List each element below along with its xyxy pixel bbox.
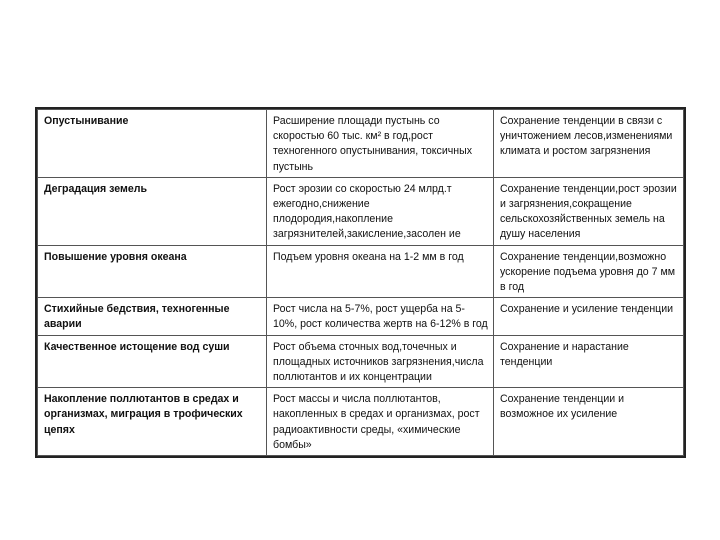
problem-cell: Опустынивание — [38, 110, 267, 178]
forecast-cell: Сохранение тенденции и возможное их усиление — [494, 388, 684, 456]
forecast-cell: Сохранение тенденции в связи с уничтожением лесов,изменениями климата и ростом загрязнения — [494, 110, 684, 178]
trends-table-frame — [35, 107, 686, 458]
current-state-cell: Подъем уровня океана на 1-2 мм в год — [267, 245, 494, 298]
forecast-cell: Сохранение тенденции,возможно ускорение подъема уровня до 7 мм в год — [494, 245, 684, 298]
current-state-cell: Рост объема сточных вод,точечных и площадных источников загрязнения,числа поллютантов и их концентрации — [267, 335, 494, 388]
problem-cell: Стихийные бедствия, техногенные аварии — [38, 298, 267, 335]
current-state-cell: Рост числа на 5-7%, рост ущерба на 5-10%, рост количества жертв на 6-12% в год — [267, 298, 494, 335]
forecast-cell: Сохранение и нарастание тенденции — [494, 335, 684, 388]
table-row — [38, 388, 684, 456]
table-row — [38, 177, 684, 245]
current-state-cell: Расширение площади пустынь со скоростью 60 тыс. км² в год,рост техногенного опустынивания, токсичных пустынь — [267, 110, 494, 178]
problem-cell: Повышение уровня океана — [38, 245, 267, 298]
forecast-cell: Сохранение тенденции,рост эрозии и загрязнения,сокращение сельскохозяйственных земель на душу населения — [494, 177, 684, 245]
problem-cell: Деградация земель — [38, 177, 267, 245]
table-row — [38, 298, 684, 335]
current-state-cell: Рост эрозии со скоростью 24 млрд.т ежегодно,снижение плодородия,накопление загрязнителей,закисление,засолен ие — [267, 177, 494, 245]
table-row — [38, 245, 684, 298]
problem-cell: Качественное истощение вод суши — [38, 335, 267, 388]
table-row — [38, 110, 684, 178]
problem-cell: Накопление поллютантов в средах и организмах, миграция в трофических цепях — [38, 388, 267, 456]
table-row — [38, 335, 684, 388]
ecological-trends-table — [37, 109, 684, 456]
forecast-cell: Сохранение и усиление тенденции — [494, 298, 684, 335]
current-state-cell: Рост массы и числа поллютантов, накопленных в средах и организмах, рост радиоактивности среды, «химические бомбы» — [267, 388, 494, 456]
